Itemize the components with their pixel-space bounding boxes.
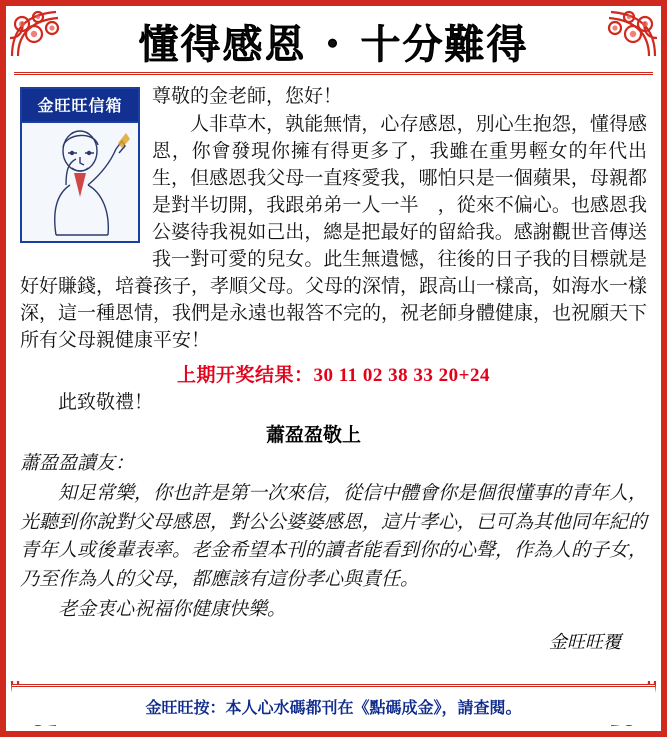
column-content bbox=[6, 75, 661, 654]
page-title-left: 懂得感恩 bbox=[138, 20, 307, 68]
page-title bbox=[14, 10, 653, 75]
letter-paragraph: 人非草木，孰能無情，心存感恩，別心生抱怨，懂得感恩，你會發現你擁有得更多了，我雖在重男輕女的年代出生，但感恩我父母一直疼愛我，哪怕只是一個蘋果，母親都是對半切開，我跟弟弟一人一半 ，從來不偏心。也感恩我公婆待我視如己出，總是把最好的留給我。感謝觀世音傳送我一對可愛的兒女。此生無遺憾，往後的日子我的目標就是好好賺錢，培養孩子，孝順父母。父母的深情，跟高山一樣高，如海水一樣深，這一種恩情，我們是永遠也報答不完的，祝老師身體健康，也祝願天下所有父母親健康平安！ bbox=[20, 112, 648, 351]
lottery-result-label: 上期开奖结果： bbox=[176, 363, 314, 386]
letter-closing-block bbox=[20, 389, 647, 416]
footer-note: 金旺旺按：本人心水碼都刊在《點碼成金》，請查閱。 bbox=[145, 697, 522, 717]
reply-greeting: 蕭盈盈讀友： bbox=[20, 451, 135, 474]
page-title-separator: ・ bbox=[312, 20, 355, 68]
mailbox-logo-caption: 金旺旺信箱 bbox=[22, 89, 138, 123]
reply-signature: 金旺旺覆 bbox=[549, 631, 621, 652]
columnist-reply bbox=[20, 449, 647, 624]
reply-paragraph: 老金衷心祝福你健康快樂。 bbox=[58, 598, 287, 621]
letter-closing: 此致敬禮！ bbox=[58, 390, 154, 413]
lottery-result-numbers: 30 11 02 38 33 20+24 bbox=[313, 364, 491, 386]
portrait-illustration-icon bbox=[22, 123, 138, 241]
letter-salutation: 尊敬的金老師，您好！ bbox=[152, 85, 343, 107]
footer-note-bar bbox=[12, 684, 655, 725]
reply-paragraph: 知足常樂，你也許是第一次來信，從信中體會你是個很懂事的青年人，光聽到你說對父母感恩，對公公婆婆感恩，這片孝心，已可為其他同年紀的青年人或後輩表率。老金希望本刊的讀者能看到你的心聲，作為人的子女，乃至作為人的父母，都應該有這份孝心與責任。 bbox=[20, 482, 648, 590]
mailbox-logo-box bbox=[20, 87, 140, 243]
lottery-result bbox=[20, 360, 647, 387]
letter-signature: 蕭盈盈敬上 bbox=[265, 424, 361, 446]
page-title-right: 十分難得 bbox=[360, 20, 529, 68]
